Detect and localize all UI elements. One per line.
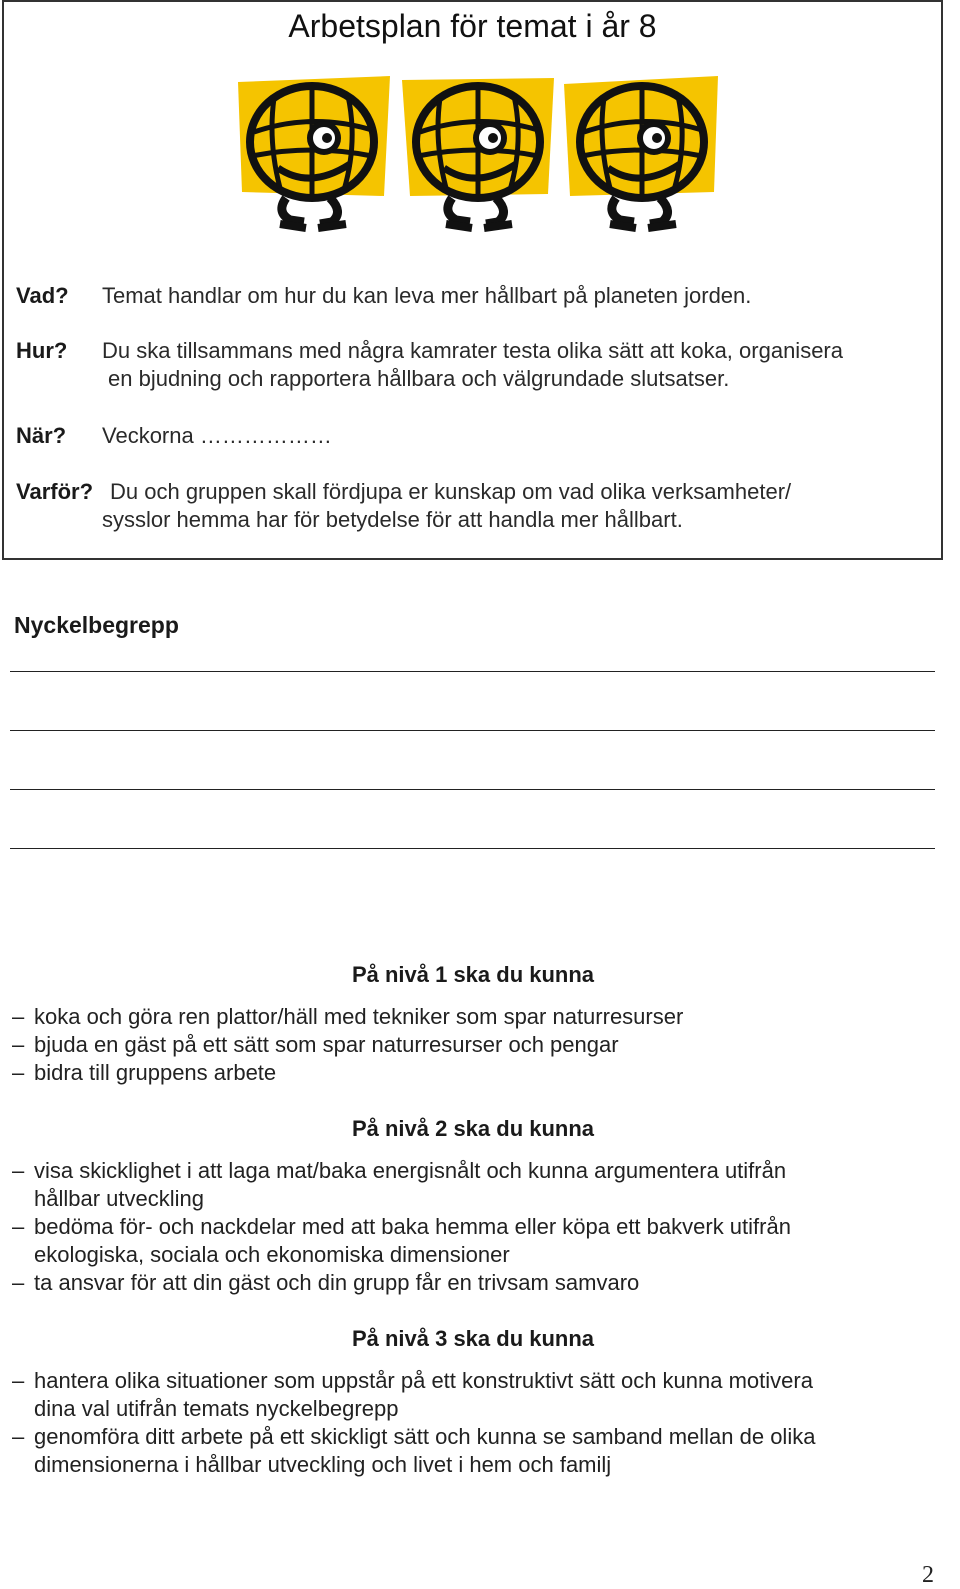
key-concept-line [10,671,935,672]
list-item: – bjuda en gäst på ett sätt som spar naturresurser och pengar [12,1032,619,1057]
level-1-goals [12,1003,912,1087]
level-2-heading: På nivå 2 ska du kunna [351,1116,595,1141]
nar-text: Veckorna ……………… [102,423,332,448]
key-concept-line [10,730,935,731]
nar-label: När? [16,423,67,448]
key-concepts-heading: Nyckelbegrepp [14,612,179,638]
key-concept-line [10,848,935,849]
level-3-heading: På nivå 3 ska du kunna [351,1326,595,1351]
list-item: – koka och göra ren plattor/häll med tekniker som spar naturresurser [12,1004,684,1029]
list-item: – bedöma för- och nackdelar med att baka hemma eller köpa ett bakverk utifrån ekologiska, sociala och ekonomiska dimensioner [12,1214,791,1267]
list-item: – bidra till gruppens arbete [12,1060,277,1085]
list-item: – visa skicklighet i att laga mat/baka energisnålt och kunna argumentera utifrån hållbar utveckling [12,1158,787,1211]
varfor-text-line2: sysslor hemma har för betydelse för att handla mer hållbart. [102,507,683,532]
level-2-goals [12,1157,912,1297]
vad-label: Vad? [16,283,69,308]
hur-text-line2: en bjudning och rapportera hållbara och välgrundade slutsatser. [108,366,730,391]
globe-mascot-icon [232,72,392,240]
list-item: – ta ansvar för att din gäst och din grupp får en trivsam samvaro [12,1270,640,1295]
page-number: 2 [922,1562,934,1588]
level-3-goals [12,1367,912,1479]
globe-illustration [232,72,732,242]
hur-label: Hur? [16,338,68,363]
document-title: Arbetsplan för temat i år 8 [288,8,657,44]
vad-text: Temat handlar om hur du kan leva mer hållbart på planeten jorden. [102,283,752,308]
globe-mascot-icon [562,72,722,240]
list-item: – genomföra ditt arbete på ett skickligt sätt och kunna se samband mellan de olika dimensionerna i hållbar utveckling och livet i hem och familj [12,1424,816,1477]
key-concept-line [10,789,935,790]
varfor-text-line1: Du och gruppen skall fördjupa er kunskap om vad olika verksamheter/ [110,479,792,504]
level-1-heading: På nivå 1 ska du kunna [351,962,595,987]
varfor-label: Varför? [16,479,94,504]
list-item: – hantera olika situationer som uppstår på ett konstruktivt sätt och kunna motivera dina val utifrån temats nyckelbegrepp [12,1368,813,1421]
hur-text-line1: Du ska tillsammans med några kamrater testa olika sätt att koka, organisera [102,338,843,363]
theme-info-box [2,0,943,560]
globe-mascot-icon [398,72,558,240]
